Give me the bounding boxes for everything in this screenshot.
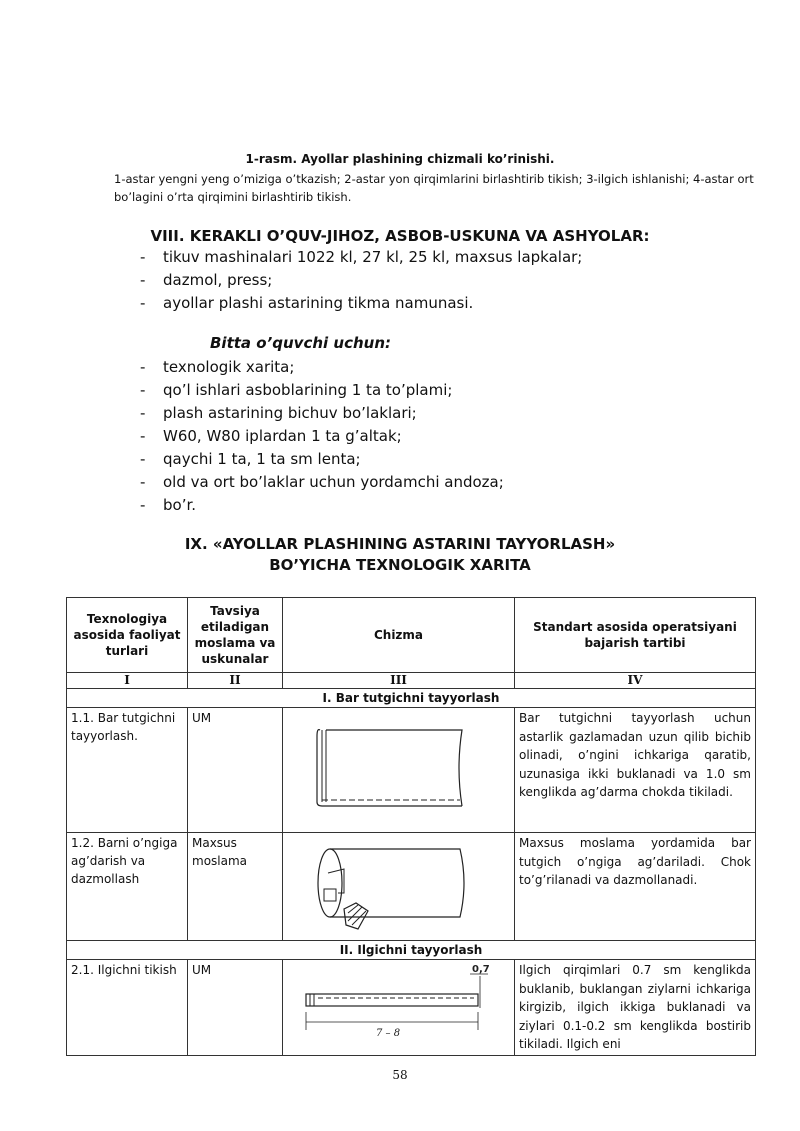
row2-description: Maxsus moslama yordamida bar tutgich o’ngiga ag’dariladi. Chok to’g’rilanadi va dazmollanadi. xyxy=(515,833,756,941)
row2-equipment: Maxsus moslama xyxy=(188,833,283,941)
list-item: - qo’l ishlari asboblarining 1 ta to’plami; xyxy=(140,381,453,399)
section-1-title: I. Bar tutgichni tayyorlash xyxy=(67,689,756,708)
technology-map-table xyxy=(66,597,756,1056)
drawing-label-bottom: 7 – 8 xyxy=(375,1028,400,1039)
list-item: - qaychi 1 ta, 1 ta sm lenta; xyxy=(140,450,361,468)
table-row xyxy=(67,708,756,833)
roman-i: I xyxy=(67,673,188,689)
list-item: - ayollar plashi astarining tikma namunasi. xyxy=(140,294,474,312)
row3-equipment: UM xyxy=(188,960,283,1056)
table-header-row xyxy=(67,598,756,673)
section-8-heading: VIII. KERAKLI O’QUV-JIHOZ, ASBOB-USKUNA VA ASHYOLAR: xyxy=(150,227,650,245)
figure-caption-text: 1-astar yengni yeng o’miziga o’tkazish; 2-astar yon qirqimlarini birlashtirib tikish; 3-ilgich ishlanishi; 4-astar ort bo’lagini o’rta qirqimini birlashtirib tikish. xyxy=(114,172,754,204)
section-9-heading xyxy=(0,534,800,576)
roman-iv: IV xyxy=(515,673,756,689)
row1-drawing xyxy=(283,708,515,833)
section-2-title: II. Ilgichni tayyorlash xyxy=(67,941,756,960)
drawing-label-top: 0,7 xyxy=(471,964,490,975)
roman-numeral-row xyxy=(67,673,756,689)
list-item: - tikuv mashinalari 1022 kl, 27 kl, 25 kl, maxsus lapkalar; xyxy=(140,248,583,266)
section-9-heading-line2: BO’YICHA TEXNOLOGIK XARITA xyxy=(269,556,531,574)
header-activity: Texnologiya asosida faoliyat turlari xyxy=(67,598,188,673)
table-section-row xyxy=(67,941,756,960)
header-procedure: Standart asosida operatsiyani bajarish tartibi xyxy=(515,598,756,673)
row1-activity: 1.1. Bar tutgichni tayyorlash. xyxy=(67,708,188,833)
list-item: - old va ort bo’laklar uchun yordamchi andoza; xyxy=(140,473,504,491)
loop-stitch-drawing xyxy=(284,960,514,1050)
row3-description: Ilgich qirqimlari 0.7 sm kenglikda buklanib, buklangan ziylarni ichkariga kirgizib, ilgich ikkiga buklanadi va ziylari 0.1-0.2 sm kenglikda bostirib tikiladi. Ilgich eni xyxy=(515,960,756,1056)
figure-caption-title: 1-rasm. Ayollar plashining chizmali ko’rinishi. xyxy=(245,152,555,166)
row2-activity: 1.2. Barni o’ngiga ag’darish va dazmollash xyxy=(67,833,188,941)
header-equipment: Tavsiya etiladigan moslama va uskunalar xyxy=(188,598,283,673)
row2-drawing xyxy=(283,833,515,941)
list-item: - bo’r. xyxy=(140,496,197,514)
row3-activity: 2.1. Ilgichni tikish xyxy=(67,960,188,1056)
header-drawing: Chizma xyxy=(283,598,515,673)
table-row xyxy=(67,960,756,1056)
list-item: - plash astarining bichuv bo’laklari; xyxy=(140,404,417,422)
table-section-row xyxy=(67,689,756,708)
row1-description: Bar tutgichni tayyorlash uchun astarlik gazlamadan uzun qilib bichib olinadi, o’ngini ichkariga qaratib, uzunasiga ikki buklanadi va 1.0 sm kenglikda ag’darma chokda tikiladi. xyxy=(515,708,756,833)
list-item: - W60, W80 iplardan 1 ta g’altak; xyxy=(140,427,402,445)
section-9-heading-line1: IX. «AYOLLAR PLASHINING ASTARINI TAYYORLASH» xyxy=(184,535,616,553)
table-row xyxy=(67,833,756,941)
roman-ii: II xyxy=(188,673,283,689)
page-number: 58 xyxy=(392,1068,408,1082)
list-item: - dazmol, press; xyxy=(140,271,273,289)
student-subheading: Bitta o’quvchi uchun: xyxy=(210,334,391,352)
student-materials-list xyxy=(140,356,504,517)
row3-drawing xyxy=(283,960,515,1056)
turning-device-drawing xyxy=(284,833,514,937)
folded-strip-drawing xyxy=(284,708,514,830)
roman-iii: III xyxy=(283,673,515,689)
row1-equipment: UM xyxy=(188,708,283,833)
equipment-list xyxy=(140,246,582,315)
list-item: - texnologik xarita; xyxy=(140,358,295,376)
